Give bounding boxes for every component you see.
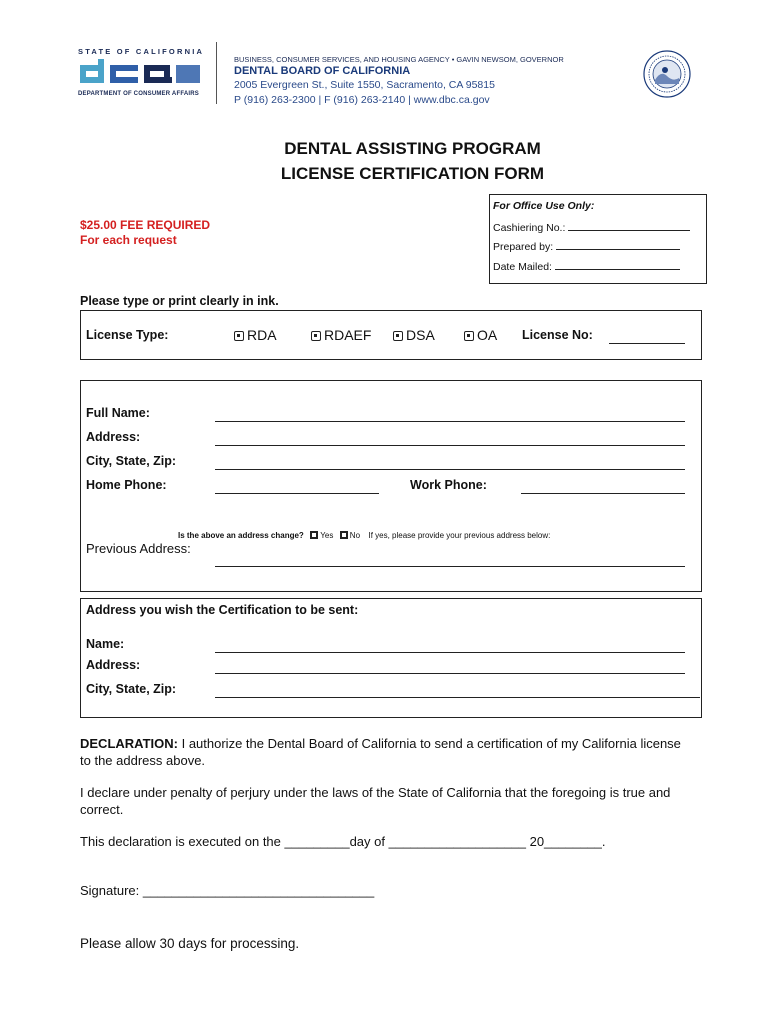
prepared-by-line <box>556 240 680 250</box>
send-city-label: City, State, Zip: <box>86 682 177 696</box>
send-name-label: Name: <box>86 637 125 651</box>
license-type-box <box>80 310 702 360</box>
declaration-text: I authorize the Dental Board of California to send a certification of my California license to the address above. <box>80 736 681 768</box>
declaration-label: DECLARATION: <box>80 736 178 751</box>
cashiering-field[interactable] <box>493 221 690 234</box>
checkbox-icon[interactable] <box>311 331 321 341</box>
prepared-by-label: Prepared by: <box>493 241 554 253</box>
address-change-note: If yes, please provide your previous address below: <box>368 531 551 540</box>
signature-line[interactable]: Signature: ________________________________ <box>80 883 375 898</box>
license-type-label: License Type: <box>86 328 169 342</box>
board-name: DENTAL BOARD OF CALIFORNIA <box>234 65 411 77</box>
address-label: Address: <box>86 430 141 444</box>
board-address: 2005 Evergreen St., Suite 1550, Sacramento, CA 95815 <box>234 79 495 91</box>
checkbox-icon[interactable] <box>234 331 244 341</box>
yes-checkbox-icon[interactable] <box>310 531 318 539</box>
full-name-input[interactable] <box>215 421 685 422</box>
state-seal-icon <box>643 50 691 98</box>
license-number-label: License No: <box>522 328 593 342</box>
logo-state-text: STATE OF CALIFORNIA <box>78 47 205 56</box>
header-divider <box>216 42 217 104</box>
license-number-input[interactable] <box>609 343 685 344</box>
previous-address-label: Previous Address: <box>86 541 191 556</box>
agency-line: BUSINESS, CONSUMER SERVICES, AND HOUSING AGENCY • GAVIN NEWSOM, GOVERNOR <box>234 55 564 64</box>
city-state-zip-input[interactable] <box>215 469 685 470</box>
form-title-line1: DENTAL ASSISTING PROGRAM <box>284 139 541 158</box>
address-input[interactable] <box>215 445 685 446</box>
send-address-input[interactable] <box>215 673 685 674</box>
license-option-oa[interactable]: OA <box>464 327 497 343</box>
cashiering-line <box>568 221 690 231</box>
fee-notice <box>80 218 210 248</box>
send-to-heading: Address you wish the Certification to be sent: <box>86 603 359 617</box>
perjury-statement: I declare under penalty of perjury under the laws of the State of California that the foregoing is true and correct. <box>80 785 671 817</box>
execution-date-line[interactable]: This declaration is executed on the _________day of ___________________ 20________. <box>80 834 606 849</box>
send-address-label: Address: <box>86 658 141 672</box>
full-name-label: Full Name: <box>86 406 150 420</box>
form-title <box>0 136 770 186</box>
fee-note: For each request <box>80 233 177 247</box>
yes-label: Yes <box>320 531 334 540</box>
home-phone-input[interactable] <box>215 493 379 494</box>
checkbox-icon[interactable] <box>393 331 403 341</box>
instructions: Please type or print clearly in ink. <box>80 294 279 308</box>
send-name-input[interactable] <box>215 652 685 653</box>
date-mailed-field[interactable] <box>493 260 680 273</box>
home-phone-label: Home Phone: <box>86 478 167 492</box>
no-checkbox-icon[interactable] <box>340 531 348 539</box>
no-label: No <box>349 531 361 540</box>
board-contact <box>234 78 495 108</box>
license-option-dsa[interactable]: DSA <box>393 327 435 343</box>
office-use-title: For Office Use Only: <box>493 200 595 212</box>
city-state-zip-label: City, State, Zip: <box>86 454 177 468</box>
work-phone-input[interactable] <box>521 493 685 494</box>
cashiering-label: Cashiering No.: <box>493 222 566 234</box>
license-option-rdaef[interactable]: RDAEF <box>311 327 371 343</box>
address-change-row <box>178 525 550 543</box>
checkbox-icon[interactable] <box>464 331 474 341</box>
prepared-by-field[interactable] <box>493 240 680 253</box>
declaration-paragraph <box>80 735 690 769</box>
previous-address-input[interactable] <box>215 566 685 567</box>
fee-amount: $25.00 FEE REQUIRED <box>80 218 211 232</box>
applicant-info-box <box>80 380 702 592</box>
dca-logo <box>78 59 202 87</box>
date-mailed-label: Date Mailed: <box>493 261 552 273</box>
date-mailed-line <box>555 260 680 270</box>
logo-department-text: DEPARTMENT OF CONSUMER AFFAIRS <box>78 91 199 97</box>
work-phone-label: Work Phone: <box>410 478 487 492</box>
form-title-line2: LICENSE CERTIFICATION FORM <box>280 164 545 183</box>
board-phone-web: P (916) 263-2300 | F (916) 263-2140 | www.dbc.ca.gov <box>234 94 490 106</box>
license-option-rda[interactable]: RDA <box>234 327 277 343</box>
processing-note: Please allow 30 days for processing. <box>80 936 300 951</box>
send-city-input[interactable] <box>215 697 700 698</box>
address-change-question: Is the above an address change? <box>178 531 304 540</box>
